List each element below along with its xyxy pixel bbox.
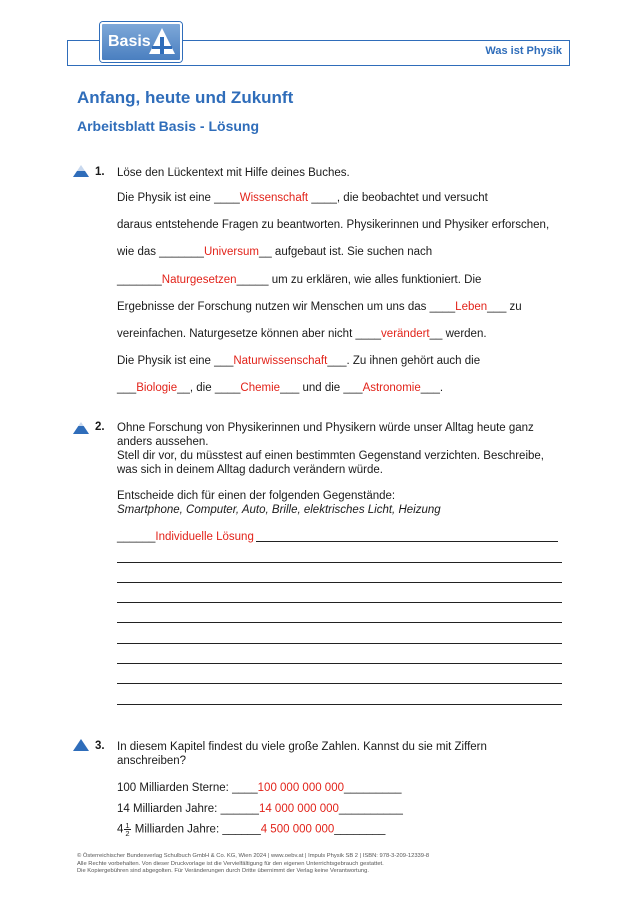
footer-line: © Österreichischer Bundesverlag Schulbuch GmbH & Co. KG, Wien 2024 | www.oebv.at | Impuls Physik SB 2 | ISBN: 978-3-209-12339-8 [77, 853, 430, 859]
cloze-line [117, 191, 549, 218]
task-instruction: Löse den Lückentext mit Hilfe deines Buches. [117, 167, 350, 179]
cloze-answer: Biologie [136, 382, 178, 395]
fraction [124, 822, 130, 837]
answer: 100 000 000 000 [257, 782, 344, 794]
writing-line [117, 582, 562, 583]
task-text-line: Stell dir vor, du müsstest auf einen bestimmten Gegenstand verzichten. Beschreibe, [117, 450, 544, 462]
cloze-answer: Leben [455, 300, 488, 313]
cloze-answer: Naturgesetzen [161, 273, 237, 286]
fraction-numerator: 1 [125, 821, 130, 830]
cloze-line [117, 273, 549, 300]
cloze-text-part: __, die ____ [177, 382, 241, 395]
answer: 4 500 000 000 [260, 823, 335, 836]
row-label: 100 Milliarden Sterne: [117, 782, 233, 794]
cloze-text-part: _____ um zu erklären, wie alles funktioniert. Die [236, 273, 482, 286]
difficulty-hard-icon [73, 739, 89, 751]
blank: ______ [220, 803, 259, 815]
row-whole: 4 [117, 823, 124, 836]
task-text-line: was sich in deinem Alltag dadurch verändern würde. [117, 464, 383, 476]
row-label: 14 Milliarden Jahre: [117, 803, 221, 815]
task-text [117, 421, 544, 477]
number-row [117, 802, 403, 816]
cloze-text-part: daraus entstehende Fragen zu beantworten. Physikerinnen und Physiker erforschen, [117, 219, 550, 232]
writing-line [117, 643, 562, 644]
cloze-answer: verändert [381, 327, 430, 340]
cloze-text-part: __ aufgebaut ist. Sie suchen nach [258, 246, 433, 259]
footer-line: Alle Rechte vorbehalten. Von dieser Druckvorlage ist die Vervielfältigung für den eigenen Unterrichtsgebrauch gestattet. [77, 860, 384, 867]
cloze-answer: Universum [203, 246, 259, 259]
difficulty-medium-icon [73, 422, 89, 434]
blank: _________ [344, 782, 402, 794]
cloze-text-part: Die Physik ist eine ___ [117, 355, 234, 368]
number-row [117, 781, 402, 795]
cloze-line [117, 381, 549, 408]
task-text-line: anschreiben? [117, 755, 187, 767]
cloze-text-part: ___ und die ___ [280, 382, 363, 395]
cloze-text-part: ___ zu [487, 300, 522, 313]
cloze-answer: Astronomie [362, 382, 421, 395]
task-number: 3. [95, 740, 105, 752]
blank: ____ [232, 782, 258, 794]
answer-underline [256, 541, 558, 542]
writing-line [117, 683, 562, 684]
page-title: Anfang, heute und Zukunft [77, 88, 294, 107]
cloze-text [117, 191, 549, 409]
cloze-text-part: _______ [117, 273, 162, 286]
item-list: Smartphone, Computer, Auto, Brille, elektrisches Licht, Heizung [117, 504, 441, 516]
blank: ______ [222, 823, 261, 836]
writing-line [117, 704, 562, 705]
cloze-text-part: ____, die beobachtet und versucht [308, 192, 488, 204]
cloze-line [117, 300, 549, 327]
logo-text: Basis [108, 33, 151, 50]
cloze-line [117, 245, 549, 272]
answer-line [117, 530, 254, 544]
triangle-logo-icon [148, 27, 176, 55]
cloze-text-part: Ergebnisse der Forschung nutzen wir Menschen um uns das ____ [117, 300, 456, 313]
cloze-answer: Naturwissenschaft [233, 355, 328, 368]
cloze-text-part: ___. Zu ihnen gehört auch die [327, 355, 481, 368]
writing-line [117, 622, 562, 623]
task-number: 2. [95, 421, 105, 433]
basis-logo [100, 22, 182, 62]
cloze-text-part: __ werden. [429, 327, 487, 340]
blank: ______ [117, 531, 156, 543]
cloze-text-part: wie das _______ [117, 246, 204, 259]
cloze-text-part: vereinfachen. Naturgesetze können aber nicht ____ [117, 327, 382, 340]
footer-line: Die Kopiergebühren sind abgegolten. Für Veränderungen durch Dritte übernimmt der Verlag keine Verantwortung. [77, 868, 369, 874]
writing-line [117, 562, 562, 563]
blank: ________ [334, 823, 386, 836]
fraction-denominator: 2 [125, 829, 130, 838]
cloze-line [117, 354, 549, 381]
task-text-line: anders aussehen. [117, 436, 209, 448]
blank: __________ [338, 803, 403, 815]
number-row [117, 822, 385, 837]
task-text-line: Ohne Forschung von Physikerinnen und Physikern würde unser Alltag heute ganz [117, 422, 534, 434]
writing-line [117, 663, 562, 664]
task-text-line: In diesem Kapitel findest du viele große Zahlen. Kannst du sie mit Ziffern [117, 741, 487, 753]
writing-line [117, 602, 562, 603]
cloze-line [117, 327, 549, 354]
task-text [117, 740, 487, 768]
task-number: 1. [95, 166, 105, 178]
footer [77, 853, 429, 876]
header-title: Was ist Physik [485, 45, 562, 57]
answer: Individuelle Lösung [155, 531, 254, 543]
cloze-text-part: ___ [117, 382, 137, 395]
cloze-answer: Chemie [240, 382, 281, 395]
answer: 14 000 000 000 [258, 803, 339, 815]
page-subtitle: Arbeitsblatt Basis - Lösung [77, 118, 260, 134]
cloze-line [117, 218, 549, 245]
cloze-text-part: ___. [420, 382, 444, 395]
row-label: Milliarden Jahre: [131, 823, 223, 836]
difficulty-easy-icon [73, 165, 89, 177]
cloze-answer: Wissenschaft [239, 192, 309, 204]
choose-instruction: Entscheide dich für einen der folgenden Gegenstände: [117, 490, 396, 502]
cloze-text-part: Die Physik ist eine ____ [117, 192, 240, 204]
